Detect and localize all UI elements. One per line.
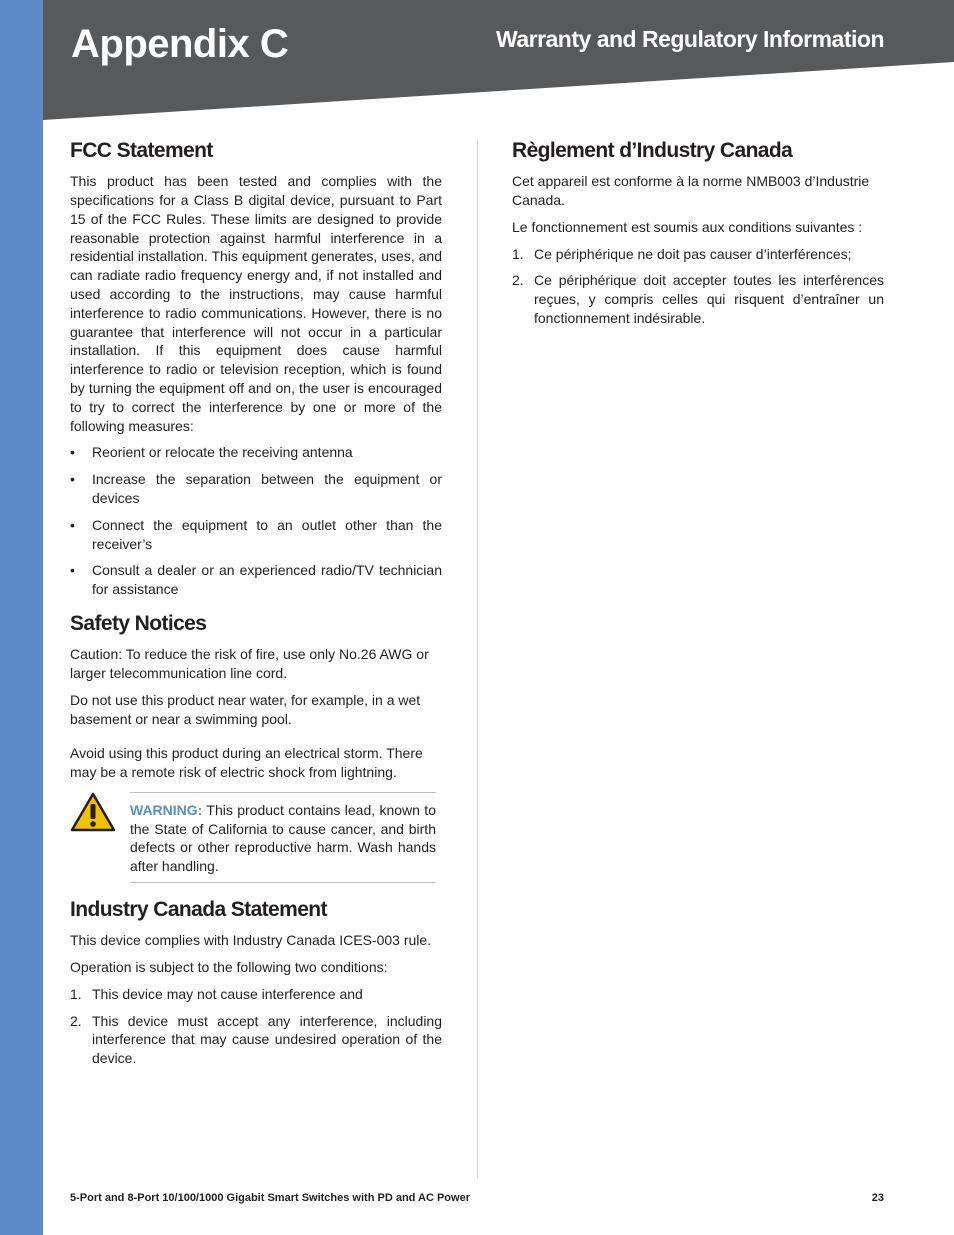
left-column: [70, 138, 442, 1080]
list-item-text: Consult a dealer or an experienced radio/TV technician for assistance: [92, 562, 442, 598]
safety-heading: Safety Notices: [70, 611, 207, 635]
side-accent-bar: [0, 0, 43, 1235]
list-item: [70, 470, 442, 508]
footer-product-name: 5-Port and 8-Port 10/100/1000 Gigabit Smart Switches with PD and AC Power: [70, 1192, 470, 1204]
reglement-conditions: [512, 245, 884, 328]
warning-text: [130, 792, 436, 883]
fcc-section: [70, 138, 442, 599]
list-item: [70, 561, 442, 599]
fcc-measures-list: [70, 443, 442, 599]
warning-label: WARNING:: [130, 801, 203, 818]
bullet-marker: •: [70, 562, 75, 579]
list-item-text: Increase the separation between the equipment or devices: [92, 471, 442, 506]
list-item: [70, 985, 442, 1004]
reglement-paragraph: Cet appareil est conforme à la norme NMB003 d’Industrie Canada.: [512, 173, 870, 208]
safety-paragraph: Do not use this product near water, for example, in a wet basement or near a swimming pool.: [70, 691, 421, 727]
industry-canada-paragraph: Operation is subject to the following two conditions:: [70, 959, 388, 976]
list-number: 1.: [70, 985, 82, 1002]
list-item-text: Ce périphérique doit accepter toutes les interférences reçues, y compris celles qui risquent d’entraîner un fonctionnement indésirable.: [534, 272, 884, 326]
right-column: [512, 138, 884, 340]
warning-callout: [70, 792, 442, 883]
list-number: 1.: [512, 245, 524, 262]
list-item: [512, 245, 884, 264]
list-number: 2.: [512, 272, 524, 289]
industry-canada-heading: Industry Canada Statement: [70, 898, 327, 922]
industry-canada-conditions: [70, 985, 442, 1068]
reglement-paragraph: Le fonctionnement est soumis aux conditions suivantes :: [512, 218, 863, 235]
reglement-section: [512, 138, 884, 328]
list-item-text: Ce périphérique ne doit pas causer d’interférences;: [534, 245, 852, 262]
column-divider: [477, 140, 478, 1178]
fcc-body: This product has been tested and complies with the specifications for a Class B digital device, pursuant to Part 15 of the FCC Rules. These limits are designed to provide reasonable protection against harmful interference in a residential installation. This equipment generates, uses, and can radiate radio frequency energy and, if not installed and used according to the instructions, may cause harmful interference to radio communications. However, there is no guarantee that interference will not occur in a particular installation. If this equipment does cause harmful interference to radio or television reception, which is found by turning the equipment off and on, the user is encouraged to try to correct the interference by one or more of the following measures:: [70, 173, 442, 434]
warning-triangle-icon: [70, 792, 130, 837]
list-item: [512, 271, 884, 327]
safety-section: [70, 611, 442, 883]
page-number: 23: [871, 1192, 884, 1204]
bullet-marker: •: [70, 516, 75, 533]
header-section-title: Warranty and Regulatory Information: [495, 26, 884, 52]
warning-body: This product contains lead, known to the State of California to cause cancer, and birth defects or other reproductive harm. Wash hands after handling.: [130, 801, 436, 875]
industry-canada-paragraph: This device complies with Industry Canada ICES-003 rule.: [70, 932, 432, 949]
reglement-heading: Règlement d’Industry Canada: [512, 139, 793, 162]
bullet-marker: •: [70, 444, 75, 461]
list-item-text: This device must accept any interference, including interference that may cause undesired operation of the device.: [92, 1012, 442, 1067]
appendix-title: Appendix C: [71, 22, 289, 66]
industry-canada-section: [70, 897, 442, 1068]
list-item: [70, 516, 442, 554]
list-item: [70, 443, 442, 462]
list-item-text: Connect the equipment to an outlet other than the receiver’s: [92, 516, 442, 552]
safety-paragraph: Caution: To reduce the risk of fire, use only No.26 AWG or larger telecommunication line cord.: [70, 646, 429, 681]
list-number: 2.: [70, 1012, 82, 1029]
list-item: [70, 1012, 442, 1068]
list-item-text: Reorient or relocate the receiving antenna: [92, 444, 353, 461]
bullet-marker: •: [70, 471, 75, 488]
safety-paragraph: Avoid using this product during an electrical storm. There may be a remote risk of electric shock from lightning.: [70, 745, 423, 781]
list-item-text: This device may not cause interference and: [92, 985, 363, 1002]
fcc-heading: FCC Statement: [70, 139, 213, 162]
